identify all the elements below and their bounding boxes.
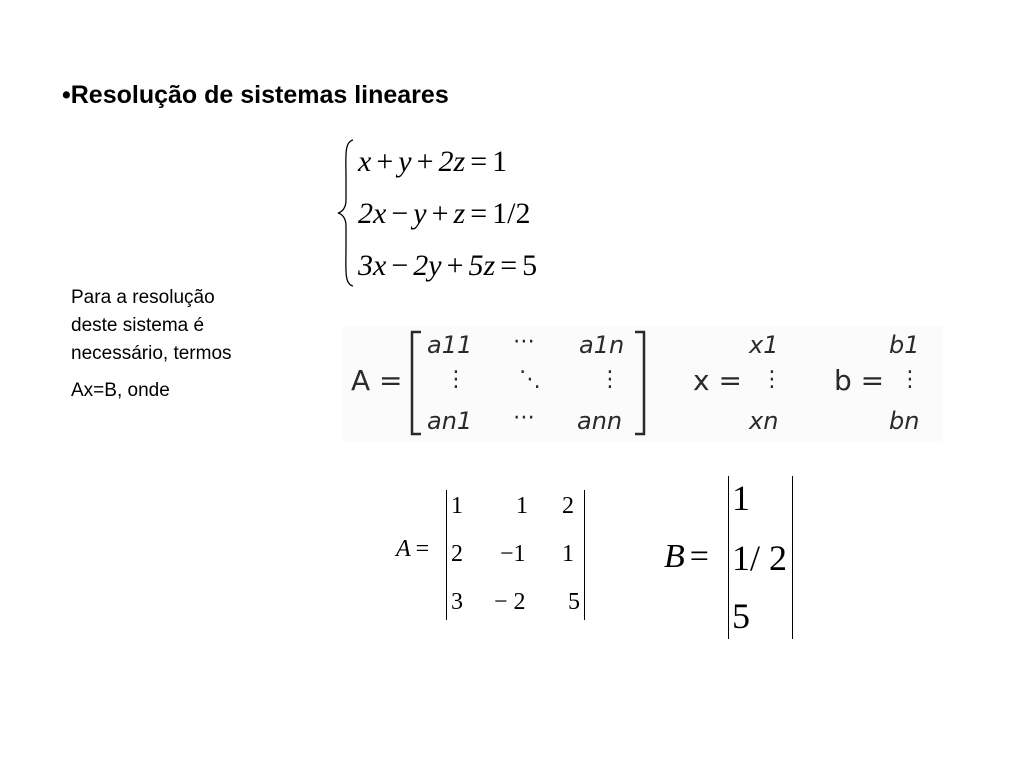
term: 2x: [358, 197, 387, 230]
vector-cell: ⋮: [899, 367, 921, 392]
term: x: [358, 145, 372, 178]
operator: =: [470, 145, 488, 178]
matrix-cell: 3: [451, 589, 463, 615]
operator: +: [416, 145, 434, 178]
matrix-cell: ⋯: [513, 405, 535, 430]
vector-x-label: x =: [693, 364, 742, 397]
term: 2y: [413, 249, 442, 282]
matrix-b: [664, 476, 804, 641]
matrix-cell: 5: [732, 596, 750, 636]
vector-cell: ⋮: [761, 367, 783, 392]
matrix-left-bar: [728, 476, 729, 639]
operator: +: [431, 197, 449, 230]
matrix-cell: − 2: [494, 589, 526, 615]
matrix-right-bar: [584, 490, 585, 620]
text-line: Ax=B, onde: [71, 380, 170, 401]
constant: 1/2: [492, 197, 531, 230]
matrix-cell: 1: [562, 541, 574, 567]
left-bracket-icon: [409, 330, 423, 436]
equation-row: [358, 192, 530, 236]
matrix-cell: ⋱: [519, 367, 541, 392]
matrix-cell: a11: [427, 331, 473, 359]
term: z: [453, 197, 466, 230]
text-line: Para a resolução: [71, 287, 215, 308]
matrix-cell: 1/ 2: [732, 538, 788, 578]
operator: =: [500, 249, 518, 282]
term: y: [398, 145, 412, 178]
matrix-a-label: A =: [351, 364, 403, 397]
equation-row: [358, 244, 537, 288]
equation-row: [358, 140, 507, 184]
matrix-a: [396, 488, 596, 623]
vector-cell: x1: [749, 331, 779, 359]
matrix-cell: 2: [451, 541, 463, 567]
term: 2z: [438, 145, 466, 178]
matrix-cell: ⋯: [513, 329, 535, 354]
vector-b-label: b =: [834, 364, 885, 397]
slide-title: •Resolução de sistemas lineares: [62, 81, 449, 109]
matrix-cell: ⋮: [445, 367, 467, 392]
vector-cell: b1: [889, 331, 920, 359]
explanation-text: [71, 284, 311, 405]
matrix-cell: 1: [516, 493, 528, 519]
term: 5z: [468, 249, 496, 282]
matrix-cell: −1: [500, 541, 526, 567]
matrix-cell: ann: [577, 407, 623, 435]
generic-matrix-notation: [343, 326, 943, 441]
term: y: [413, 197, 427, 230]
matrix-cell: 1: [732, 478, 750, 518]
matrix-b-name: B =: [664, 538, 709, 575]
matrix-cell: 5: [568, 589, 580, 615]
operator: −: [391, 249, 409, 282]
matrix-cell: 2: [562, 493, 574, 519]
equation-system: [336, 138, 586, 290]
operator: =: [470, 197, 488, 230]
left-brace-icon: [336, 138, 356, 288]
text-line: deste sistema é: [71, 315, 205, 336]
term: 3x: [358, 249, 387, 282]
constant: 5: [522, 249, 538, 282]
matrix-a-name: A =: [396, 536, 430, 562]
operator: +: [376, 145, 394, 178]
text-line: necessário, termos: [71, 343, 232, 364]
constant: 1: [492, 145, 508, 178]
matrix-cell: a1n: [579, 331, 625, 359]
matrix-cell: 1: [451, 493, 463, 519]
matrix-right-bar: [792, 476, 793, 639]
vector-cell: xn: [749, 407, 779, 435]
matrix-left-bar: [446, 490, 447, 620]
operator: −: [391, 197, 409, 230]
matrix-cell: ⋮: [599, 367, 621, 392]
matrix-cell: an1: [427, 407, 473, 435]
right-bracket-icon: [633, 330, 647, 436]
operator: +: [446, 249, 464, 282]
vector-cell: bn: [889, 407, 920, 435]
